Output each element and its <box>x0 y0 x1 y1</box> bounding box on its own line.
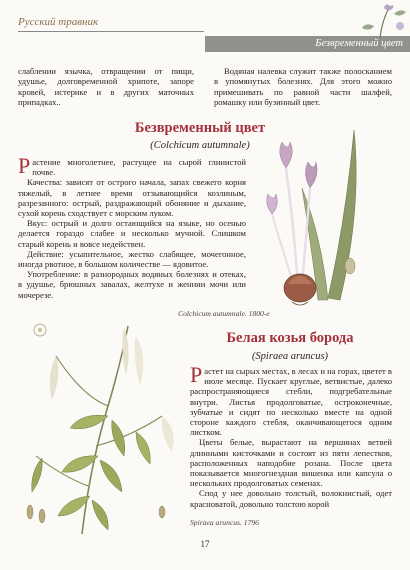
continuation-right-text: Водяная налевка служит также полосканием в упомянутых болезнях. Для этого можно примешивать по равной части шалфей, ромашку или бузинный цвет. <box>214 66 392 108</box>
paragraph: Действие: усыпительное, жестко слабящее, мочегонное, иногда рвотное, в большом количестве — ядовитое. <box>18 248 246 270</box>
running-head: Русский травник <box>18 16 99 28</box>
paragraph: Спод у нее довольно толстый, волокнистый, одет красноватой, довольно толстою корой <box>190 488 392 509</box>
page-number: 17 <box>200 539 210 549</box>
paragraph: Качества: зависят от острого начала, запах свежего корня тяжелый, в летнее время отзывающийся козлиным, разрезанного: острый, раздражающий обоняние и дыхание, сухой корень сходствует с морским луком. <box>18 177 246 219</box>
spiraea-illustration <box>12 316 187 536</box>
continuation-left-text: слаблении язычка, отвращении от пищи, удушье, долговременной хрипоте, запоре кровей, истерике и в других маточных припадках.. <box>18 66 194 108</box>
article-latin-name: (Colchicum autumnale) <box>150 140 250 151</box>
article-title: Безвременный цвет <box>134 120 266 136</box>
article-latin-name: (Spiraea aruncus) <box>251 351 329 362</box>
figure-caption: Colchicum autumnale. 1800-е <box>178 309 270 318</box>
paragraph: Употребление: в разнородных водяных болезнях и отеках, в удушье, брюшных завалах, желтухе и женнии мочи или мочерезе. <box>18 269 246 300</box>
section-tab: Безвременный цвет <box>315 38 403 49</box>
colchicum-illustration <box>258 118 368 308</box>
paragraph: Вкус: острый и долго остающийся на языке, но осенью делается гораздо слабее и несколько мучной. Слишком старый корень и вовсе недействен. <box>18 218 246 249</box>
paragraph: Цветы белые, вырастают на вершинах ветвей длинными кисточками и состоят из пяти лепестков, расположенных наподобие розана. После цвета показывается многогнездная вишенка или капсула о нескольких продолговатых семенах. <box>190 437 392 489</box>
article-body: Растет на сырых местах, в лесах и на горах, цветет в июле месяце. Пускает круглые, ветвистые, далеко распространяющиеся стебли, подгребательные внутри. Листья продолговатые, остроконечные, зубчатые и сидят по несколько вместе на одной стороне каждого стебля, оканчивающегося одним листком. Цветы белые, вырастают на вершинах ветвей длинными кисточками и состоят из пяти лепестков, расположенных наподобие розана. После цвета показывается многогнездная вишенка или капсула о нескольких продолговатых семенах. Спод у нее довольно толстый, волокнистый, одет красноватой, довольно толстою корой <box>190 362 392 509</box>
article-title: Белая козья борода <box>226 330 354 346</box>
article-body: Растение многолетнее, растущее на сырой глинистой почве. Качества: зависят от острого начала, запах свежего корня тяжелый, в летнее время отзывающийся козлиным, разрезанного: острый, раздражающий обоняние и дыхание, сухой корень сходствует с морским луком. Вкус: острый и долго остающийся на языке, но осенью делается гораздо слабее и несколько мучной. Слишком старый корень и вовсе недействен. Действие: усыпительное, жестко слабящее, мочегонное, иногда рвотное, в большом количестве — ядовитое. Употребление: в разнородных водяных болезнях и отеках, в удушье, брюшных завалах, желтухе и женнии мочи или мочерезе. <box>18 153 246 300</box>
corner-flower-illustration <box>350 0 410 38</box>
drop-cap: Р <box>18 153 31 178</box>
figure-caption: Spiraea aruncus. 1796 <box>190 518 259 527</box>
drop-cap: Р <box>190 362 203 387</box>
header-rule <box>18 31 204 32</box>
